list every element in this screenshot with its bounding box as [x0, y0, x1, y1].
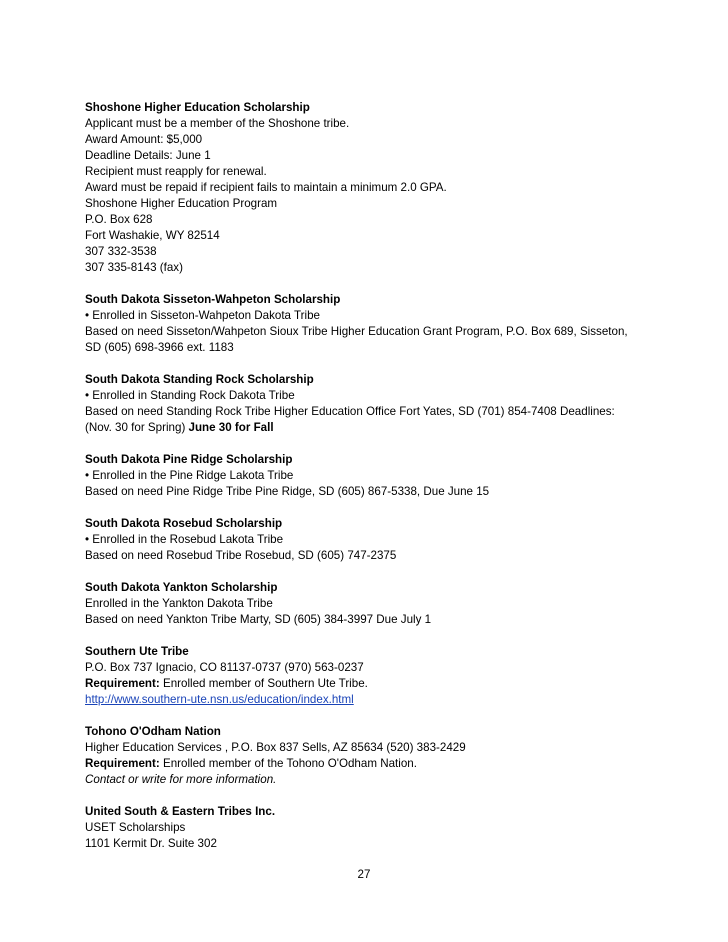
entry-line: • Enrolled in the Pine Ridge Lakota Tribe	[85, 469, 294, 482]
requirement-label: Requirement:	[85, 757, 160, 770]
entry-title: South Dakota Rosebud Scholarship	[85, 517, 283, 530]
page-number: 27	[357, 868, 371, 881]
entry-line: Award must be repaid if recipient fails to maintain a minimum 2.0 GPA.	[85, 181, 447, 194]
entry-line: Based on need Pine Ridge Tribe Pine Ridge, SD (605) 867-5338, Due June 15	[85, 485, 490, 498]
entry-title: South Dakota Standing Rock Scholarship	[85, 373, 314, 386]
entry-title: Tohono O'Odham Nation	[85, 725, 221, 738]
document-page	[85, 100, 655, 868]
deadline-line	[85, 420, 655, 436]
scholarship-entry-southern-ute	[85, 644, 655, 708]
entry-line: • Enrolled in Sisseton-Wahpeton Dakota Tribe	[85, 309, 320, 322]
requirement-text: Enrolled member of Southern Ute Tribe.	[159, 677, 368, 690]
entry-title: South Dakota Yankton Scholarship	[85, 581, 278, 594]
entry-line: Shoshone Higher Education Program	[85, 197, 278, 210]
entry-line: Based on need Sisseton/Wahpeton Sioux Tribe Higher Education Grant Program, P.O. Box 689, Sisseton,	[85, 325, 628, 338]
scholarship-entry-pine-ridge	[85, 452, 655, 500]
scholarship-entry-tohono-oodham	[85, 724, 655, 788]
entry-line: Recipient must reapply for renewal.	[85, 165, 267, 178]
entry-title: United South & Eastern Tribes Inc.	[85, 805, 276, 818]
entry-line: Based on need Yankton Tribe Marty, SD (605) 384-3997 Due July 1	[85, 613, 432, 626]
entry-line: P.O. Box 737 Ignacio, CO 81137-0737 (970) 563-0237	[85, 661, 364, 674]
entry-title: Southern Ute Tribe	[85, 645, 189, 658]
entry-line: Applicant must be a member of the Shoshone tribe.	[85, 117, 350, 130]
entry-line: Deadline Details: June 1	[85, 149, 211, 162]
contact-note: Contact or write for more information.	[85, 773, 277, 786]
entry-title: South Dakota Sisseton-Wahpeton Scholarship	[85, 293, 341, 306]
entry-line: Higher Education Services , P.O. Box 837 Sells, AZ 85634 (520) 383-2429	[85, 741, 466, 754]
scholarship-entry-rosebud	[85, 516, 655, 564]
entry-line: 1101 Kermit Dr. Suite 302	[85, 837, 217, 850]
deadline-bold: June 30 for Fall	[188, 421, 274, 434]
entry-line: USET Scholarships	[85, 821, 186, 834]
entry-title: Shoshone Higher Education Scholarship	[85, 101, 310, 114]
entry-line: Based on need Standing Rock Tribe Higher Education Office Fort Yates, SD (701) 854-7408 Deadlines:	[85, 405, 615, 418]
entry-line: Award Amount: $5,000	[85, 133, 203, 146]
scholarship-entry-shoshone	[85, 100, 655, 276]
entry-line: • Enrolled in Standing Rock Dakota Tribe	[85, 389, 295, 402]
entry-line: 307 332-3538	[85, 245, 157, 258]
deadline-prefix: (Nov. 30 for Spring)	[85, 421, 189, 434]
entry-line: Based on need Rosebud Tribe Rosebud, SD (605) 747-2375	[85, 549, 397, 562]
requirement-line	[85, 676, 655, 692]
scholarship-entry-standing-rock	[85, 372, 655, 436]
entry-line: 307 335-8143 (fax)	[85, 261, 183, 274]
scholarship-entry-uset	[85, 804, 655, 852]
entry-line: Fort Washakie, WY 82514	[85, 229, 220, 242]
education-link[interactable]: http://www.southern-ute.nsn.us/education/index.html	[85, 693, 354, 706]
entry-line: • Enrolled in the Rosebud Lakota Tribe	[85, 533, 284, 546]
entry-line: Enrolled in the Yankton Dakota Tribe	[85, 597, 273, 610]
requirement-text: Enrolled member of the Tohono O'Odham Nation.	[159, 757, 417, 770]
scholarship-entry-sisseton-wahpeton	[85, 292, 655, 356]
scholarship-entry-yankton	[85, 580, 655, 628]
entry-line: SD (605) 698-3966 ext. 1183	[85, 341, 234, 354]
requirement-line	[85, 756, 655, 772]
entry-line: P.O. Box 628	[85, 213, 153, 226]
entry-title: South Dakota Pine Ridge Scholarship	[85, 453, 293, 466]
requirement-label: Requirement:	[85, 677, 160, 690]
